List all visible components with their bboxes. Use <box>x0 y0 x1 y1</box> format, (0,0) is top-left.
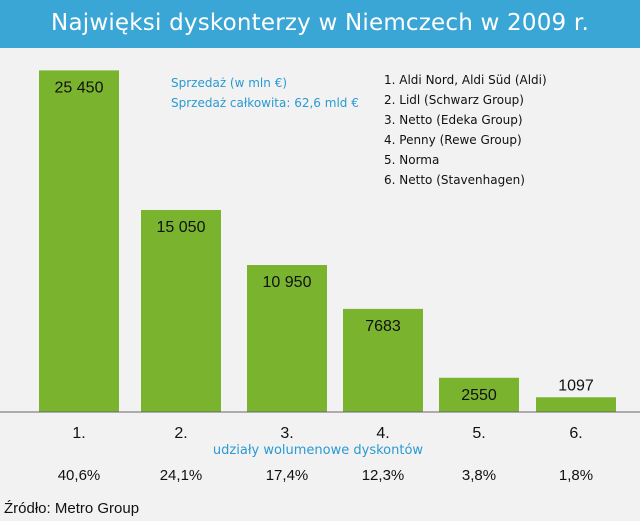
share-label: 12,3% <box>361 467 405 484</box>
x-tick-label: 1. <box>72 425 86 442</box>
bar-value-label: 15 050 <box>156 218 206 236</box>
bar-value-label: 2550 <box>461 386 497 404</box>
legend-item: 2. Lidl (Schwarz Group) <box>384 93 524 107</box>
source-note: Źródło: Metro Group <box>4 500 140 517</box>
total-sales-note: Sprzedaż całkowita: 62,6 mld € <box>171 96 359 110</box>
share-label: 24,1% <box>159 467 203 484</box>
x-axis-label: udziały wolumenowe dyskontów <box>212 443 424 458</box>
share-label: 3,8% <box>461 467 497 484</box>
bars-layer <box>39 70 616 412</box>
bar-value-label: 7683 <box>365 317 401 335</box>
x-tick-label: 2. <box>174 425 188 442</box>
bar-6 <box>536 397 616 412</box>
legend-item: 4. Penny (Rewe Group) <box>384 133 522 147</box>
bar-value-label: 10 950 <box>262 274 312 292</box>
share-label: 17,4% <box>265 467 309 484</box>
bar-value-label: 25 450 <box>54 79 104 97</box>
share-label: 1,8% <box>558 467 594 484</box>
legend-item: 3. Netto (Edeka Group) <box>384 113 523 127</box>
bar-chart <box>0 48 640 488</box>
legend-item: 6. Netto (Stavenhagen) <box>384 173 525 187</box>
sales-unit-note: Sprzedaż (w mln €) <box>171 76 288 90</box>
share-label: 40,6% <box>57 467 101 484</box>
legend-item: 1. Aldi Nord, Aldi Süd (Aldi) <box>384 73 547 87</box>
chart-title-bar <box>0 0 640 48</box>
x-tick-label: 6. <box>569 425 583 442</box>
bar-2 <box>141 210 221 412</box>
bar-1 <box>39 70 119 412</box>
legend <box>384 73 547 187</box>
legend-item: 5. Norma <box>384 153 440 167</box>
bar-value-label: 1097 <box>558 377 594 395</box>
x-tick-label: 5. <box>472 425 486 442</box>
x-tick-label: 3. <box>280 425 294 442</box>
chart-title: Najwięksi dyskonterzy w Niemczech w 2009 r. <box>51 10 589 36</box>
x-tick-label: 4. <box>376 425 390 442</box>
